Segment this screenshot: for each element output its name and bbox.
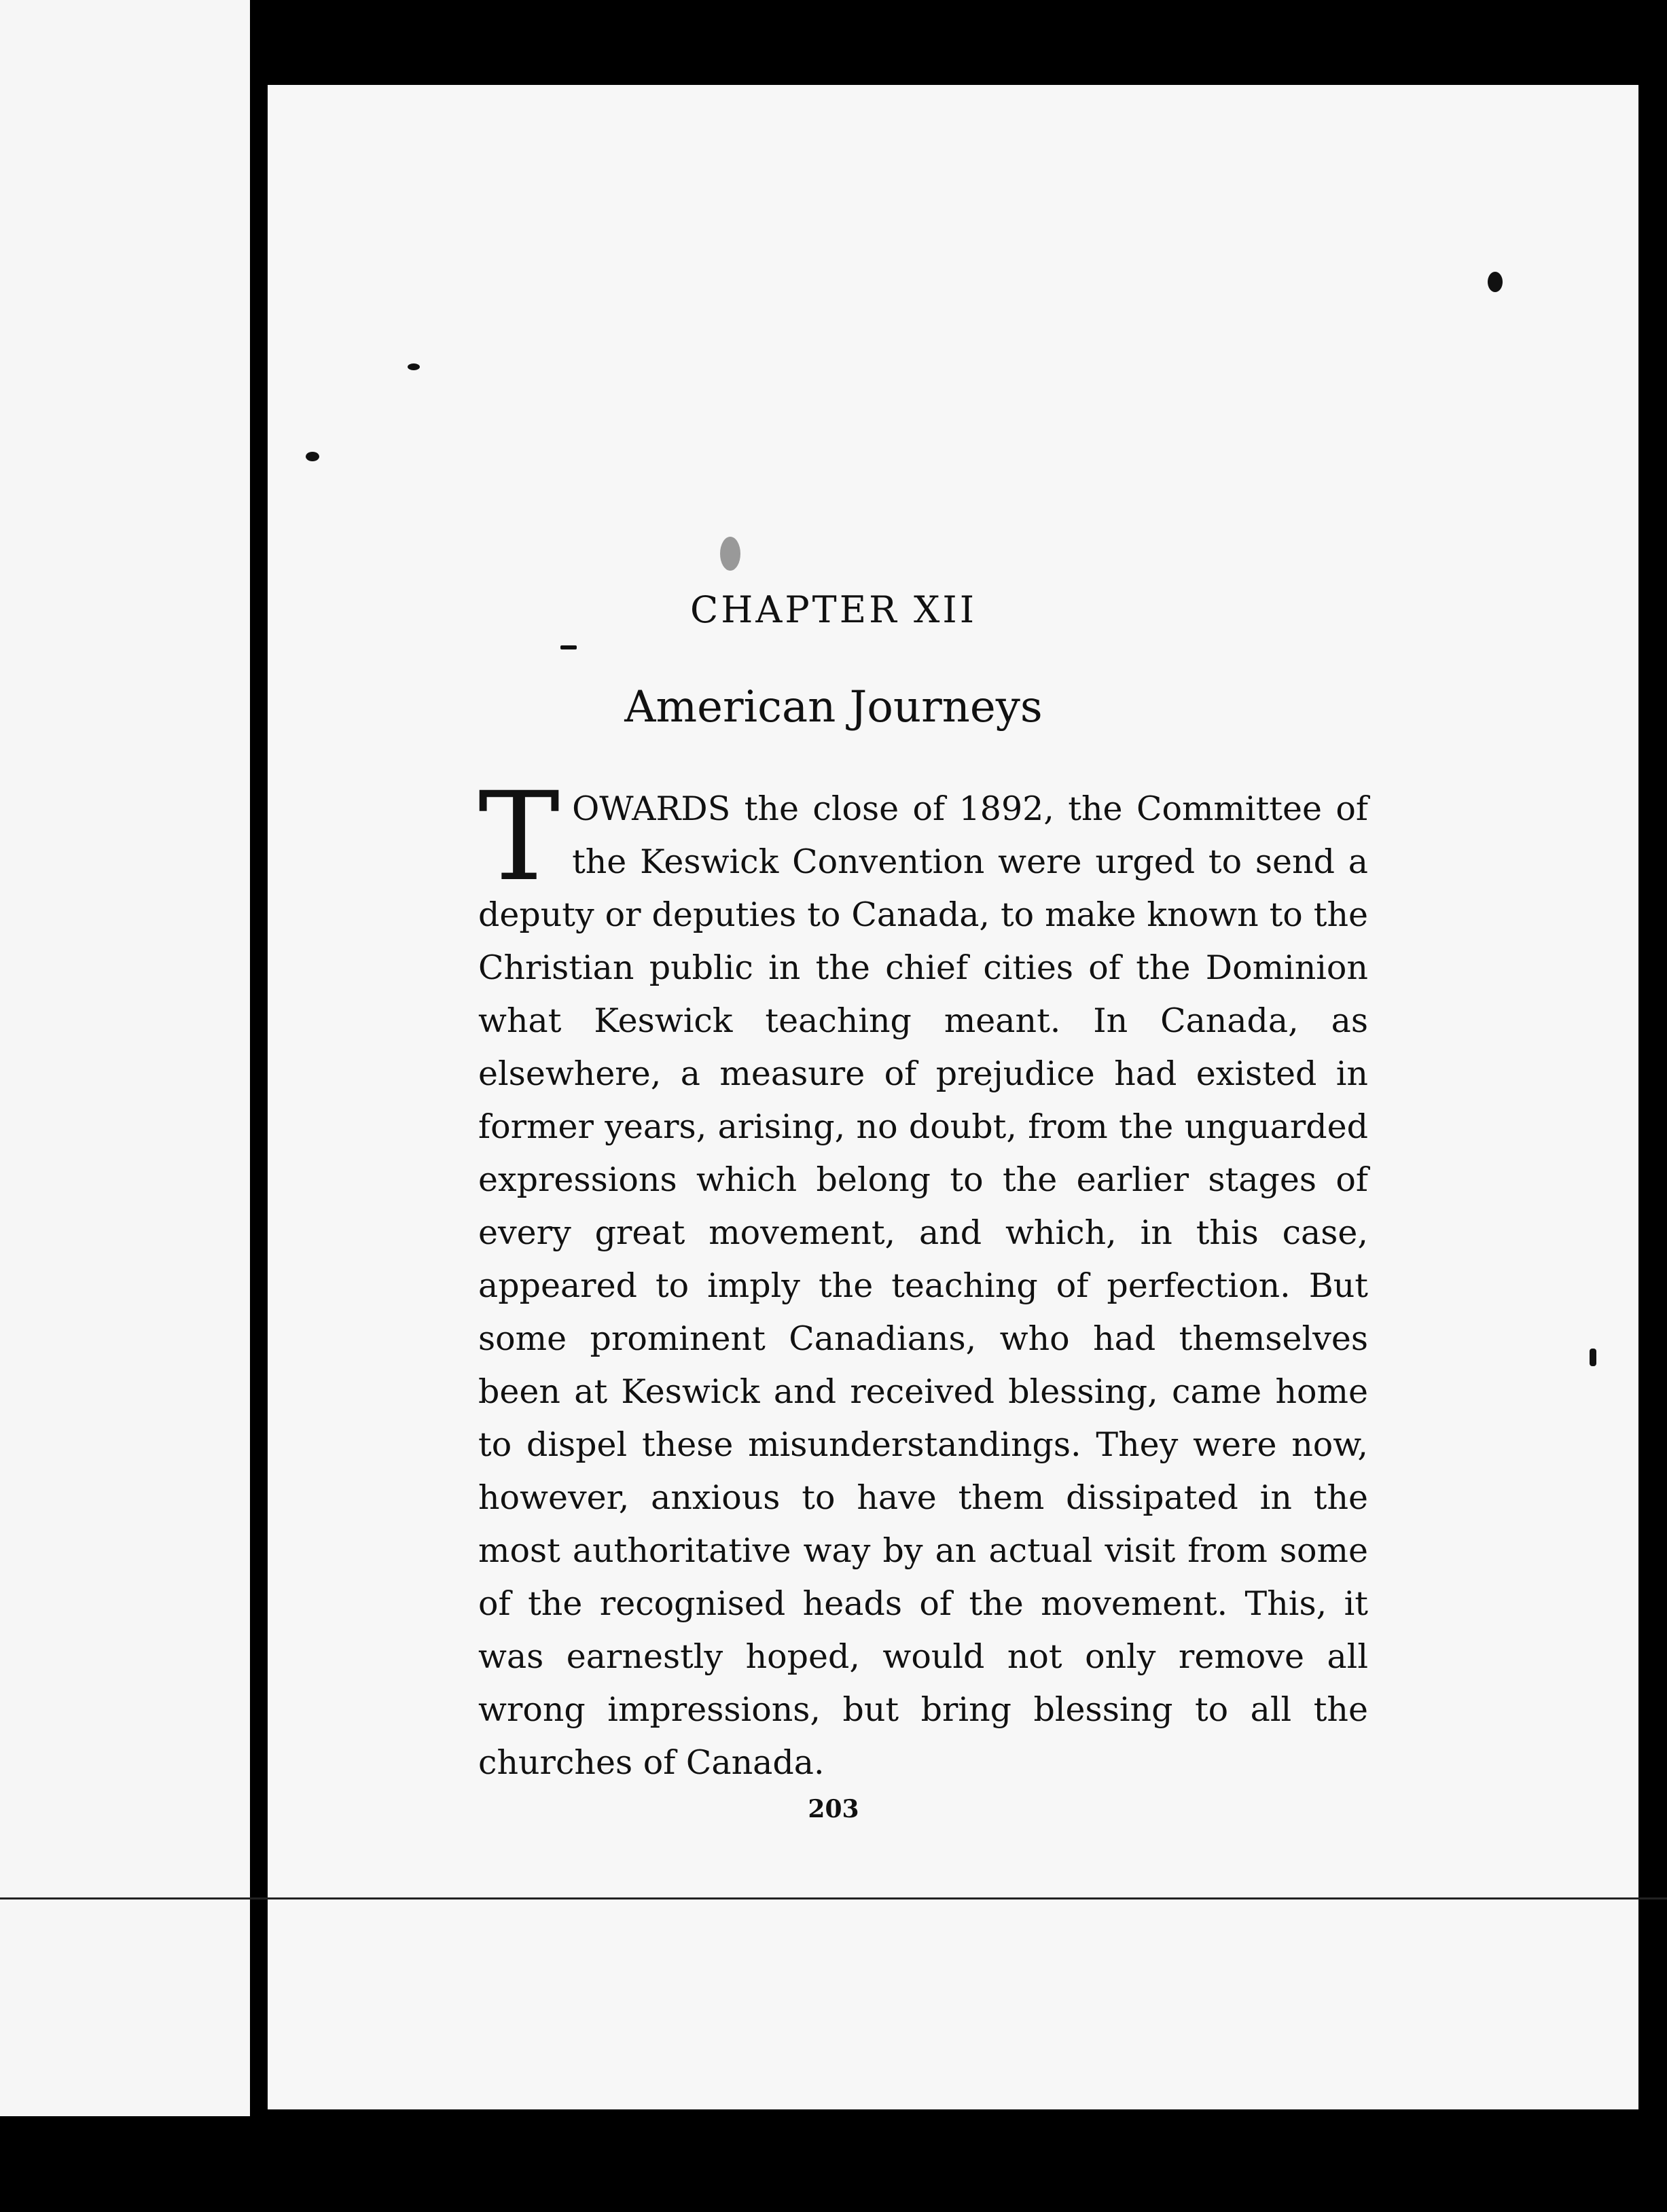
ink-speck bbox=[1590, 1349, 1596, 1366]
scan-right-border bbox=[1638, 0, 1667, 2212]
page-crease-line bbox=[0, 1897, 1667, 1899]
chapter-title: American Journeys bbox=[624, 682, 1043, 732]
ink-speck bbox=[720, 537, 740, 571]
ink-speck bbox=[306, 452, 319, 461]
chapter-label: CHAPTER XII bbox=[689, 588, 978, 631]
scan-bottom-border bbox=[0, 2116, 1667, 2212]
paragraph-text: OWARDS the close of 1892, the Committee of the Keswick Convention were urged to send a deputy or deputies to Canada, to make known to the Christian public in the chief cities of the Dominion what Keswick teaching meant. In Canada, as elsewhere, a measure of prejudice had existed in former years, arising, no doubt, from the unguarded expressions which belong to the earlier stages of every great movement, and which, in this case, appeared to imply the teaching of perfection. But some prominent Canadians, who had themselves been at Keswick and received blessing, came home to dispel these misunderstandings. They were now, however, anxious to have them dissipated in the most authoritative way by an actual visit from some of the recognised heads of the movement. This, it was earnestly hoped, would not only remove all wrong impressions, but bring blessing to all the churches of Canada. bbox=[478, 789, 1368, 1782]
drop-cap: T bbox=[478, 766, 560, 908]
ink-speck bbox=[560, 645, 577, 649]
page-number: 203 bbox=[808, 1795, 859, 1823]
ink-speck bbox=[408, 363, 420, 370]
ink-speck bbox=[1488, 272, 1503, 292]
body-paragraph bbox=[478, 766, 1368, 1789]
